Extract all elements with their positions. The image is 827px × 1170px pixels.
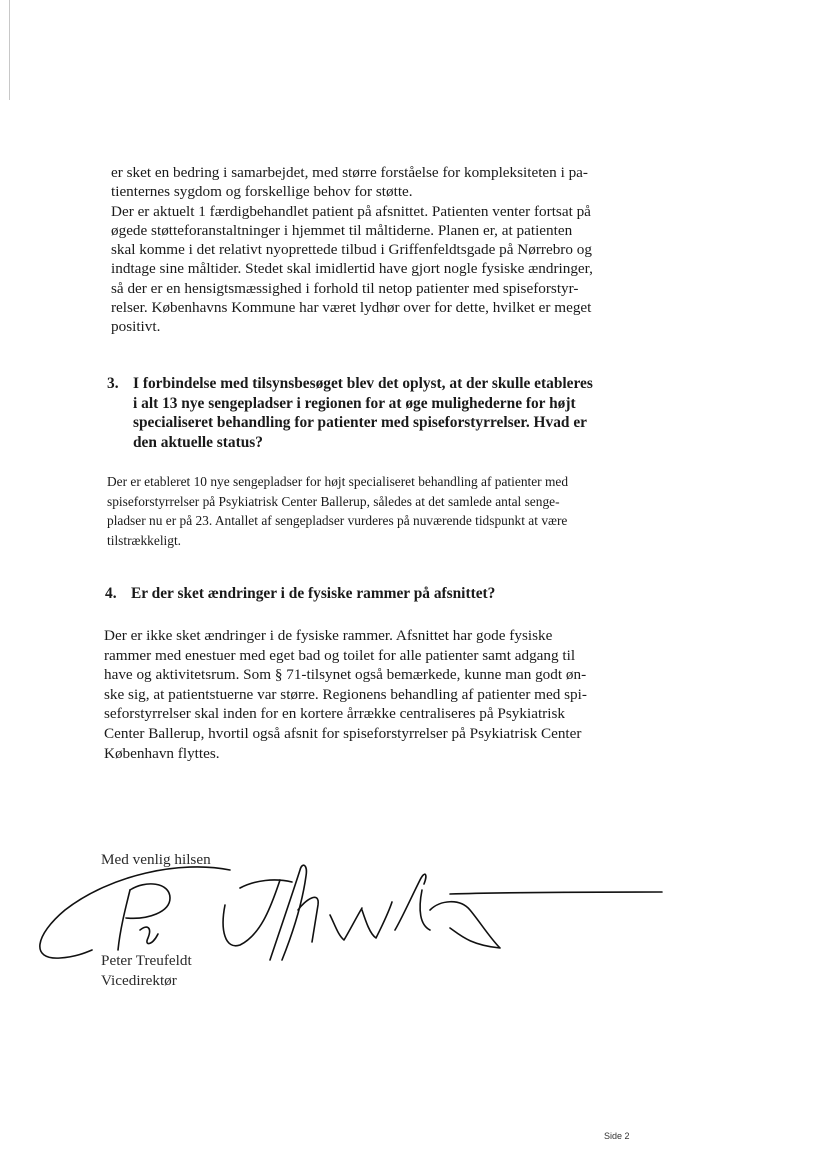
text-line: rammer med enestuer med eget bad og toilet for alle patienter samt adgang til: [104, 646, 576, 664]
question-4: [105, 584, 665, 606]
page-number: Side 2: [604, 1131, 630, 1141]
answer-3: [107, 472, 568, 550]
text-line: I forbindelse med tilsynsbesøget blev det oplyst, at der skulle etableres: [133, 375, 593, 392]
text-line: den aktuelle status?: [133, 433, 263, 451]
text-line: Center Ballerup, hvortil også afsnit for spiseforstyrrelser på Psykiatrisk Center: [104, 724, 582, 742]
text-line: Der er aktuelt 1 færdigbehandlet patient på afsnittet. Patienten venter fortsat på: [111, 202, 591, 220]
question-text: [131, 584, 495, 604]
question-number: 3.: [107, 375, 119, 392]
text-line: ske sig, at patientstuerne var større. Regionens behandling af patienter med spi-: [104, 685, 587, 703]
closing-greeting: Med venlig hilsen: [101, 851, 211, 868]
signatory-name: Peter Treufeldt: [101, 952, 192, 969]
text-line: specialiseret behandling for patienter med spiseforstyrrelser. Hvad er: [133, 414, 587, 431]
text-line: er sket en bedring i samarbejdet, med større forståelse for kompleksiteten i pa-: [111, 164, 588, 181]
question-number: 4.: [105, 585, 117, 602]
text-line: tienternes sygdom og forskellige behov for støtte.: [111, 183, 413, 201]
signatory-title: Vicedirektør: [101, 972, 177, 989]
scan-edge-line: [9, 0, 10, 100]
answer-4: [104, 626, 587, 763]
paragraph-continued: [111, 163, 593, 337]
text-line: København flyttes.: [104, 744, 220, 762]
text-line: seforstyrrelser skal inden for en kortere årrække centraliseres på Psykiatrisk: [104, 705, 565, 723]
text-line: indtage sine måltider. Stedet skal imidlertid have gjort nogle fysiske ændringer,: [111, 260, 593, 278]
text-line: øgede støtteforanstaltninger i hjemmet til måltiderne. Planen er, at patienten: [111, 221, 573, 239]
text-line: spiseforstyrrelser på Psykiatrisk Center Ballerup, således at det samlede antal senge-: [107, 493, 560, 509]
text-line: positivt.: [111, 318, 161, 336]
text-line: tilstrækkeligt.: [107, 532, 182, 548]
question-3: [107, 374, 667, 454]
text-line: i alt 13 nye sengepladser i regionen for at øge mulighederne for højt: [133, 394, 576, 412]
text-line: Er der sket ændringer i de fysiske rammer på afsnittet?: [131, 585, 496, 602]
text-line: Der er ikke sket ændringer i de fysiske rammer. Afsnittet har gode fysiske: [104, 627, 553, 644]
text-line: relser. Københavns Kommune har været lydhør over for dette, hvilket er meget: [111, 299, 592, 317]
question-text: [133, 374, 593, 452]
text-line: Der er etableret 10 nye sengepladser for højt specialiseret behandling af patienter med: [107, 474, 569, 489]
text-line: så der er en hensigtsmæssighed i forhold til netop patienter med spiseforstyr-: [111, 279, 579, 297]
text-line: skal komme i det relativt nyoprettede tilbud i Griffenfeldtsgade på Nørrebro og: [111, 241, 592, 259]
text-line: have og aktivitetsrum. Som § 71-tilsynet også bemærkede, kunne man godt øn-: [104, 666, 587, 684]
text-line: pladser nu er på 23. Antallet af sengepladser vurderes på nuværende tidspunkt at være: [107, 513, 568, 529]
